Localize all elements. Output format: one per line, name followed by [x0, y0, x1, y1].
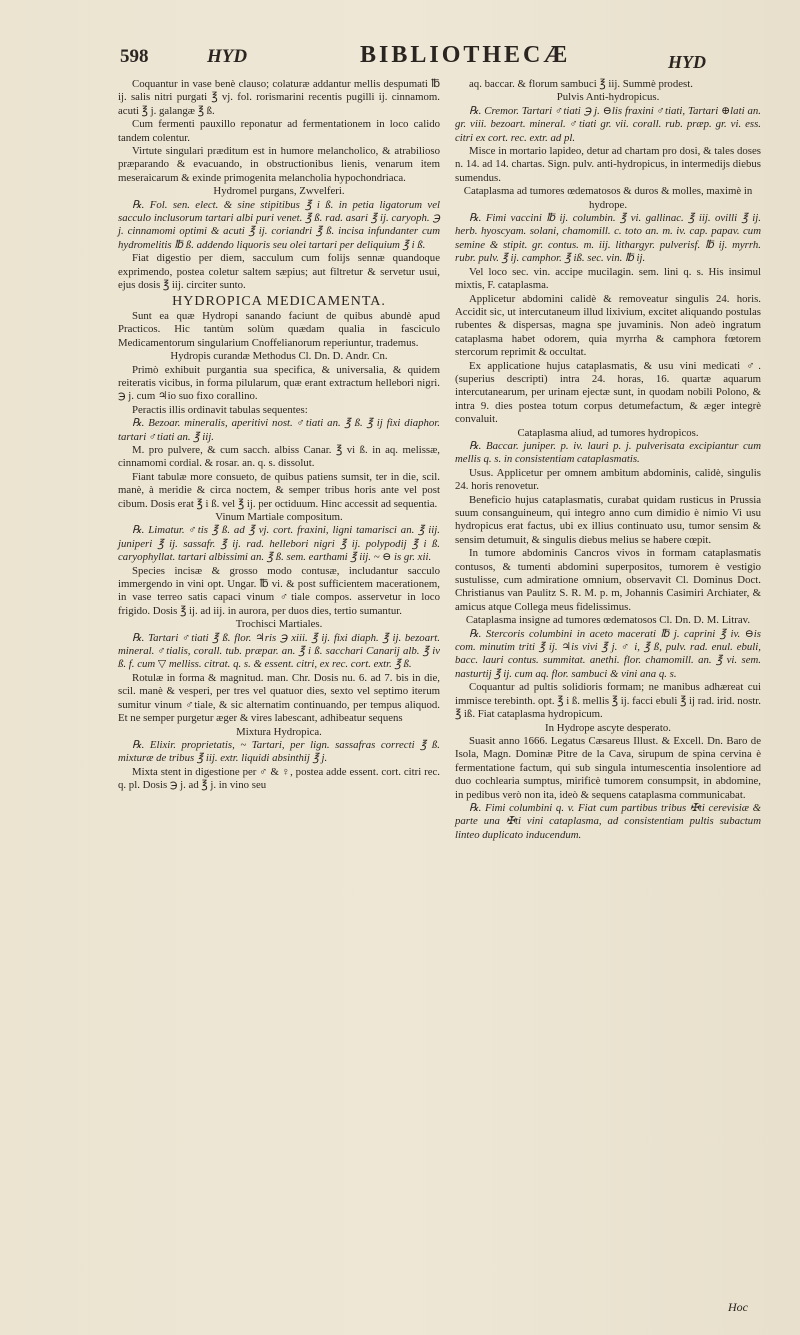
prescription-paragraph: ℞. Elixir. proprietatis, ~ Tartari, per lign. sassafras correcti ℥ ß. mixturæ de tribus ℥ iij. extr. liquidi absinthij ℥ j.	[118, 738, 440, 765]
body-paragraph: Ex applicatione hujus cataplasmatis, & usu vini medicati ♂. (superius descripti) intra 24. horas, 16. quartæ aquarum intercutanearum, per urinam ejectæ sunt, in quodam nobili Polono, & intra 9. dies postea totum corpus detumefactum, & æger integrè convaluit.	[455, 359, 761, 426]
body-paragraph: M. pro pulvere, & cum sacch. albiss Canar. ℥ vi ß. in aq. melissæ, cinnamomi cordial. & rosar. an. q. s. dissolut.	[118, 443, 440, 470]
body-paragraph: Misce in mortario lapideo, detur ad chartam pro dosi, & tales doses n. 14. ad 14. chartas. Sign. pulv. anti-hydropicus, in intermedijs diebus sumendus.	[455, 145, 761, 184]
recipe-heading: Cataplasma aliud, ad tumores hydropicos.	[517, 426, 699, 439]
recipe-heading: Hydromel purgans, Zwvelferi.	[213, 185, 345, 198]
prescription-paragraph: ℞. Fimi vaccini ℔ ij. columbin. ℥ vi. gallinac. ℥ iij. ovilli ℥ ij. herb. hyoscyam. solani, chamomill. c. toto an. m. iv. cap. papav. cum semine & stipit. gr. contus. m. iij. lithargyr. pulverisf. ℔ ij. myrrh. rubr. pulv. ℥ ij. camphor. ℥ iß. sec. vin. ℔ ij.	[455, 212, 761, 265]
body-paragraph: Usus. Applicetur per omnem ambitum abdominis, calidè, singulis 24. horis renovetur.	[455, 466, 761, 493]
body-paragraph: Peractis illis ordinavit tabulas sequentes:	[132, 403, 308, 416]
body-paragraph: Sunt ea quæ Hydropi sanando faciunt de quibus abundè apud Practicos. Hic tantùm solùm quædam qualia in fasciculo Medicamentorum singularium Cnoffelianorum reperiuntur, trademus.	[118, 309, 440, 349]
left-text-column	[118, 78, 440, 793]
page-number: 598	[120, 46, 149, 67]
body-paragraph: Suasit anno 1666. Legatus Cæsareus Illust. & Excell. Dn. Baro de Isola, Magn. Dominæ Pitre de la Cava, sirupum de spina cervina è fermentatione factum, qui sub singula intumescentia insolentiore ad duo cochlearia sumptus, mirificè tumorem consumpsit, in abdomine, in pedibus verò non ita, ideò & sequens cataplasma communicabat.	[455, 734, 761, 801]
body-paragraph: Beneficio hujus cataplasmatis, curabat quidam rusticus in Prussia suum consanguineum, qui integro anno cum dimidio è nimio Vi usu hydropicus erat factus, ubi ex illius continuato usu, tumor sensim & sensim detumuit, & singulis diebus melius se habere cœpit.	[455, 493, 761, 546]
body-paragraph: Vel loco sec. vin. accipe mucilagin. sem. lini q. s. His insimul mixtis, F. cataplasma.	[455, 265, 761, 292]
prescription-paragraph: ℞. Cremor. Tartari ♂tiati ℈ j. ⊖lis fraxini ♂tiati, Tartari ⊕lati an. gr. viii. bezoart. mineral. ♂tiati gr. vii. corall. rub. præp. gr. vi. ess. citri ex cort. rec. extr. ad pl.	[455, 104, 761, 144]
body-paragraph: Fiat digestio per diem, sacculum cum folijs sennæ quandoque exprimendo, postea coletur saltem sæpius; aut filtretur & servetur usui, ejus dosis ℥ iij. circiter sunto.	[118, 252, 440, 292]
page-header	[0, 42, 800, 74]
body-paragraph: Fiant tabulæ more consueto, de quibus patiens sumsit, ter in die, scil. manè, à meridie & circa noctem, & semper tribus horis ante vel post cibum. Dosis erat ℥ i ß. vel ℥ ij. per octiduum. Hinc accessit ad sequentia.	[118, 470, 440, 510]
body-paragraph: Rotulæ in forma & magnitud. man. Chr. Dosis nu. 6. ad 7. bis in die, scil. manè & vesperi, per tres vel quatuor dies, sexto vel septimo iterum sumitur vinum ♂tiale, & sic alternatim continuando, per tempus aliquod. Et ne semper purgetur æger & vires labescant, adhibeatur sequens	[118, 671, 440, 725]
prescription-paragraph: ℞. Baccar. juniper. p. iv. lauri p. j. pulverisata excipiantur cum mellis q. s. in consistentiam cataplasmatis.	[455, 439, 761, 466]
recipe-heading: In Hydrope ascyte desperato.	[545, 721, 671, 734]
prescription-paragraph: ℞. Stercoris columbini in aceto macerati ℔ j. caprini ℥ iv. ⊖is com. minutim triti ℥ ij. ♃is vivi ℥ j. ♂ i, ℥ ß, pulv. rad. enul. ebuli, bacc. lauri contus. summitat. anethi. flor. chamomill. an. ℥ vi. sem. nasturtij ℥ ij. cum aq. flor. sambuci & vini ana q. s.	[455, 627, 761, 680]
body-paragraph: Virtute singulari præditum est in humore melancholico, & atrabilioso præparando & evacuando, in obstructionibus lienis, venarum item meseraicarum & exinde primogenita melancholia hypochondriaca.	[118, 145, 440, 184]
right-text-column	[455, 78, 761, 842]
body-paragraph: Mixta stent in digestione per ♂ & ♀, postea adde essent. cort. citri rec. q. pl. Dosis ℈ j. ad ℥ j. in vino seu	[118, 765, 440, 792]
body-paragraph: aq. baccar. & florum sambuci ℥ iij. Summè prodest.	[469, 78, 693, 90]
running-title: BIBLIOTHECÆ	[360, 42, 571, 68]
body-paragraph: Coquantur ad pultis solidioris formam; ne manibus adhæreat cui immisce terebinth. opt. ℥ i ß. mellis ℥ ij. facci ebuli ℥ ij rad. irid. nostr. ℥ iß. Fiat cataplasma hydropicum.	[455, 681, 761, 721]
prescription-paragraph: ℞. Bezoar. mineralis, aperitivi nost. ♂tiati an. ℥ ß. ℥ ij fixi diaphor. tartari ♂tiati an. ℥ iij.	[118, 417, 440, 443]
prescription-paragraph: ℞. Fol. sen. elect. & sine stipitibus ℥ i ß. in petia ligatorum vel sacculo inclusorum tartari albi puri venet. ℥ ß. rad. asari ℥ ij. caryoph. ℈ j. cinnamomi optimi & acuti ℥ ij. coriandri ℥ ß. incisa infundanter cum hydromelitis ℔ ß. addendo liquoris seu olei tartari per deliquium ℥ i ß.	[118, 198, 440, 251]
body-paragraph: Applicetur abdomini calidè & removeatur singulis 24. horis. Accidit sic, ut intercutaneum illud lixivium, excitet aliquando postulas rubentes & dispersas, magna spe juvaminis. Non adeò ingratum cataplasma habet odorem, quia myrrha & camphora fœtorem stercorum reprimit & occultat.	[455, 292, 761, 359]
recipe-heading: Vinum Martiale compositum.	[215, 511, 343, 523]
body-paragraph: Coquantur in vase benè clauso; colaturæ addantur mellis despumati ℔ ij. salis nitri purgati ℥ vj. fol. rorismarini recentis pugilli ij. cinnamom. acuti ℥ j. galangæ ℥ ß.	[118, 78, 440, 117]
recipe-heading: Mixtura Hydropica.	[236, 725, 322, 738]
recipe-heading: Trochisci Martiales.	[235, 618, 323, 631]
recipe-heading: Hydropis curandæ Methodus Cl. Dn. D. Andr. Cn.	[170, 350, 388, 363]
body-paragraph: In tumore abdominis Cancros vivos in formam cataplasmatis contusos, & tumenti abdomini superpositos, tumorem è vestigio sustulisse, cum admiratione omnium, observavit Cl. Dominus Doct. Christianus van Paulitz S. R. M. p. m, Johannis Casimiri Archiater, & amicus atque Collega meus fidelissimus.	[455, 547, 761, 613]
prescription-paragraph: ℞. Tartari ♂tiati ℥ ß. flor. ♃ris ℈ xiii. ℥ ij. fixi diaph. ℥ ij. bezoart. mineral. ♂tialis, corall. tub. præpar. an. ℥ i ß. sacchari Canarij alb. ℥ iv ß. f. cum ▽ melliss. citrat. q. s. & essent. citri, ex rec. cort. extr. ℥ ß.	[118, 631, 440, 671]
section-heading: HYDROPICA MEDICAMENTA.	[172, 293, 386, 309]
catchword: Hoc	[728, 1300, 748, 1314]
prescription-paragraph: ℞. Fimi columbini q. v. Fiat cum partibus tribus ✠ti cerevisiæ & parte una ✠ti vini cataplasma, ad consistentiam pultis subactum linteo duplicato inducendum.	[455, 801, 761, 841]
recipe-heading: Cataplasma ad tumores œdematosos & duros & molles, maximè in hydrope.	[463, 185, 753, 211]
prescription-paragraph: ℞. Limatur. ♂tis ℥ ß. ad ℥ vj. cort. fraxini, ligni tamarisci an. ℥ iij. juniperi ℥ ij. sassafr. ℥ ij. rad. hellebori nigri ℥ ij. polypodij ℥ i ß. caryophyllat. tartari albissimi an. ℥ ß. sem. earthami ℥ iij. ~ ⊖ is gr. xii.	[118, 524, 440, 564]
body-paragraph: Species incisæ & grosso modo contusæ, includantur sacculo immergendo in vini opt. Ungar. ℔ vi. & post sufficientem macerationem, in vase terreo satis capaci vinum ♂tiale compos. asservetur in loco frigido. Dosis ℥ ij. ad iij. in aurora, per duos dies, tertio sumantur.	[118, 564, 440, 617]
body-paragraph: Primò exhibuit purgantia sua specifica, & universalia, & quidem reiteratis vicibus, in forma pilularum, quæ erant extractum hellebori nigri. ℈ j. cum ♃io suo fixo corallino.	[118, 363, 440, 403]
running-head-left: HYD	[207, 46, 248, 67]
body-paragraph: Cum fermenti pauxillo reponatur ad fermentationem in loco calido tandem colentur.	[118, 118, 440, 144]
recipe-heading: Pulvis Anti-hydropicus.	[556, 91, 660, 104]
running-head-right: HYD	[668, 52, 706, 72]
recipe-heading: Cataplasma insigne ad tumores œdematosos Cl. Dn. D. M. Litrav.	[465, 614, 751, 627]
